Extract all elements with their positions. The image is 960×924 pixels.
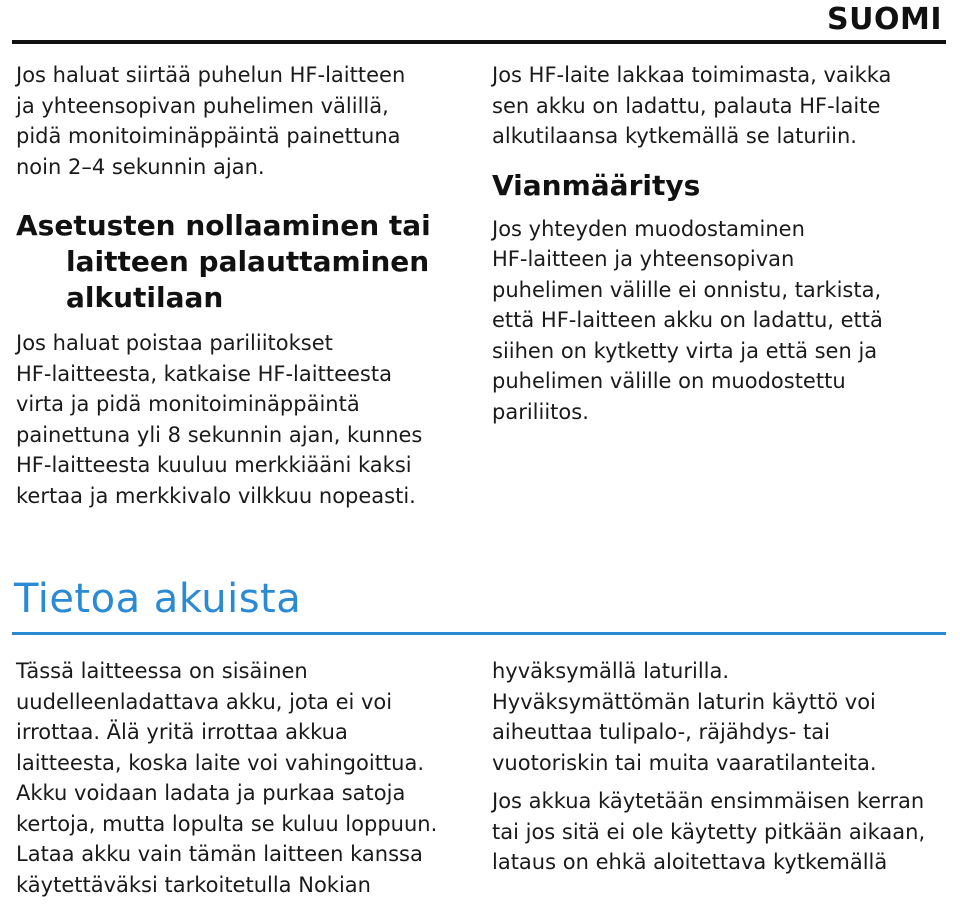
text-line: tai jos sitä ei ole käytetty pitkään aikaan, bbox=[492, 819, 926, 844]
text-line: sen akku on ladattu, palauta HF-laite bbox=[492, 93, 881, 118]
text-line: siihen on kytketty virta ja että sen ja bbox=[492, 338, 878, 363]
text-line: aiheuttaa tulipalo-, räjähdys- tai bbox=[492, 720, 830, 744]
heading-line: laitteen palauttaminen bbox=[66, 245, 430, 278]
text-line: vuotoriskin tai muita vaaratilanteita. bbox=[492, 750, 877, 775]
text-line: painettuna yli 8 sekunnin ajan, kunnes bbox=[16, 422, 423, 447]
text-line: Jos haluat siirtää puhelun HF-laitteen bbox=[16, 63, 406, 87]
text-line: Lataa akku vain tämän laitteen kanssa bbox=[16, 842, 423, 866]
text-line: Hyväksymättömän laturin käyttö voi bbox=[492, 689, 876, 714]
text-line: HF-laitteesta, katkaise HF-laitteesta bbox=[16, 361, 392, 386]
text-line: puhelimen välille ei onnistu, tarkista, bbox=[492, 277, 882, 302]
text-line: laitteesta, koska laite voi vahingoittua. bbox=[16, 750, 425, 775]
heading-line: Asetusten nollaaminen tai bbox=[16, 209, 431, 242]
text-line: HF-laitteesta kuuluu merkkiääni kaksi bbox=[16, 453, 412, 477]
text-line: hyväksymällä laturilla. bbox=[492, 659, 730, 683]
battery-paragraph-left bbox=[16, 656, 471, 900]
reset-paragraph bbox=[16, 328, 471, 511]
text-line: lataus on ehkä aloitettava kytkemällä bbox=[492, 850, 888, 874]
text-line: kertoja, mutta lopulta se kuluu loppuun. bbox=[16, 811, 438, 836]
text-line: irrottaa. Älä yritä irrottaa akkua bbox=[16, 720, 348, 744]
text-line: HF-laitteen ja yhteensopivan bbox=[492, 247, 795, 271]
reset-heading bbox=[16, 208, 471, 316]
text-line: noin 2–4 sekunnin ajan. bbox=[16, 154, 265, 179]
heading-line: alkutilaan bbox=[66, 281, 224, 314]
battery-paragraph-right-1 bbox=[492, 656, 952, 778]
section-rule bbox=[12, 632, 946, 635]
battery-left-column bbox=[16, 656, 471, 900]
text-line: pidä monitoiminäppäintä painettuna bbox=[16, 124, 401, 148]
language-label: SUOMI bbox=[827, 2, 942, 37]
text-line: alkutilaansa kytkemällä se laturiin. bbox=[492, 124, 857, 148]
header-rule bbox=[12, 40, 946, 44]
troubleshooting-heading: Vianmääritys bbox=[492, 168, 701, 202]
text-line: Akku voidaan ladata ja purkaa satoja bbox=[16, 781, 406, 805]
text-line: pariliitos. bbox=[492, 399, 589, 424]
text-line: Jos haluat poistaa pariliitokset bbox=[16, 331, 333, 355]
upper-right-column bbox=[492, 60, 952, 427]
intro-paragraph-right bbox=[492, 60, 952, 152]
text-line: ja yhteensopivan puhelimen välillä, bbox=[16, 93, 389, 118]
text-line: että HF-laitteen akku on ladattu, että bbox=[492, 308, 883, 332]
text-line: käytettäväksi tarkoitetulla Nokian bbox=[16, 872, 371, 897]
battery-right-column bbox=[492, 656, 952, 878]
section-title: Tietoa akuista bbox=[14, 576, 302, 622]
text-line: Jos akkua käytetään ensimmäisen kerran bbox=[492, 789, 925, 813]
troubleshooting-paragraph bbox=[492, 214, 952, 428]
intro-paragraph-left bbox=[16, 60, 471, 182]
text-line: kertaa ja merkkivalo vilkkuu nopeasti. bbox=[16, 483, 416, 508]
text-line: Jos HF-laite lakkaa toimimasta, vaikka bbox=[492, 63, 892, 87]
upper-left-column bbox=[16, 60, 471, 511]
text-line: virta ja pidä monitoiminäppäintä bbox=[16, 392, 360, 416]
text-line: uudelleenladattava akku, jota ei voi bbox=[16, 689, 393, 714]
text-line: Tässä laitteessa on sisäinen bbox=[16, 659, 308, 683]
text-line: puhelimen välille on muodostettu bbox=[492, 369, 846, 393]
battery-paragraph-right-2 bbox=[492, 786, 952, 878]
text-line: Jos yhteyden muodostaminen bbox=[492, 216, 805, 241]
